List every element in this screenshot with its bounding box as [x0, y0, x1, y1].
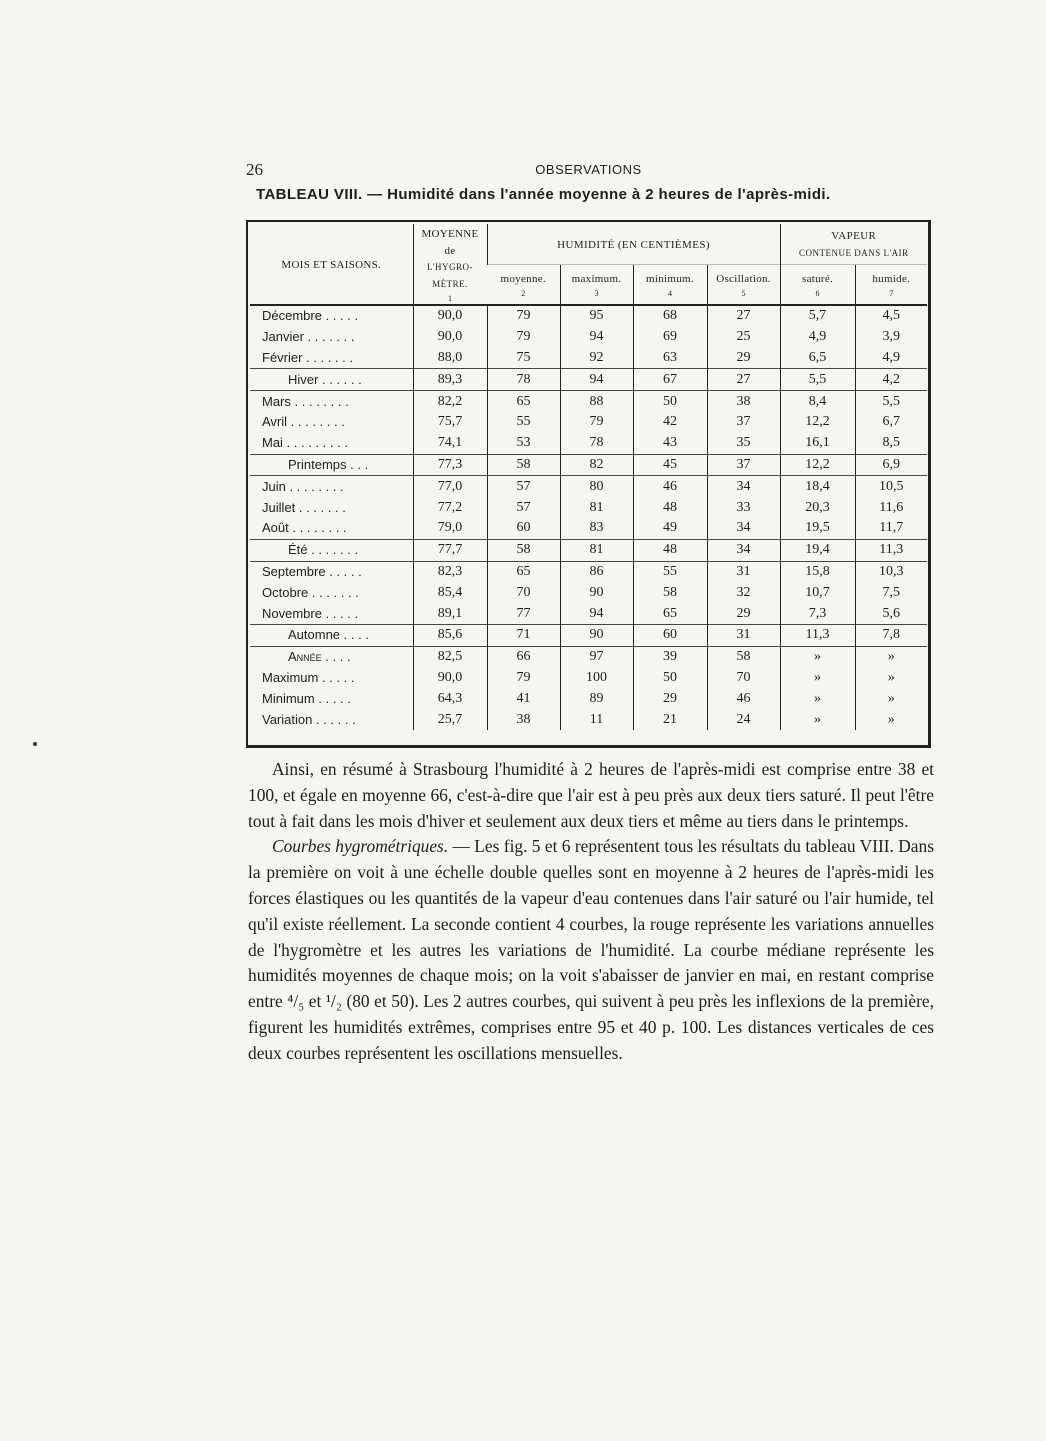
table-cell: 82,5 [413, 646, 487, 667]
col-header-moyenne: moyenne. 2 [487, 265, 560, 306]
table-cell: 95 [560, 305, 633, 327]
table-cell: 15,8 [780, 561, 855, 582]
row-label: Octobre . . . . . . . [262, 584, 359, 600]
table-cell: 57 [487, 497, 560, 518]
body-text [248, 757, 934, 1067]
table-cell: 80 [560, 476, 633, 497]
table-row [250, 646, 927, 667]
table-cell: 3,9 [855, 327, 927, 348]
table-cell: 85,4 [413, 582, 487, 603]
table-cell: 58 [487, 454, 560, 476]
table-cell: 60 [487, 518, 560, 539]
table-cell: 82 [560, 454, 633, 476]
table-cell: 55 [633, 561, 707, 582]
table-cell: 79,0 [413, 518, 487, 539]
table-cell: 65 [487, 391, 560, 412]
table-cell: 63 [633, 348, 707, 369]
table-cell: 82,2 [413, 391, 487, 412]
col-header-humide: humide. 7 [855, 265, 927, 306]
table-row [250, 327, 927, 348]
table-row [250, 561, 927, 582]
table-cell: 74,1 [413, 433, 487, 454]
table-cell: 34 [707, 476, 780, 497]
table-row [250, 305, 927, 327]
table-cell: 68 [633, 305, 707, 327]
table-row [250, 348, 927, 369]
table-cell: 78 [560, 433, 633, 454]
table-cell: 89 [560, 688, 633, 709]
table-cell: 57 [487, 476, 560, 497]
table-cell: 79 [487, 327, 560, 348]
table-cell: 58 [487, 539, 560, 561]
table-cell: 75,7 [413, 412, 487, 433]
table-cell: 90,0 [413, 305, 487, 327]
row-label: Variation . . . . . . [262, 711, 356, 727]
table-cell: 49 [633, 518, 707, 539]
table-row [250, 624, 927, 646]
table-cell: 34 [707, 539, 780, 561]
table-cell: 21 [633, 709, 707, 730]
table-cell: 46 [633, 476, 707, 497]
table-cell: 29 [707, 348, 780, 369]
col-group-vapeur: VAPEUR CONTENUE DANS L'AIR [780, 224, 927, 265]
table-cell: 78 [487, 369, 560, 391]
table-cell: 12,2 [780, 454, 855, 476]
row-label: Novembre . . . . . [262, 605, 359, 621]
table-cell: 31 [707, 624, 780, 646]
table-cell: 16,1 [780, 433, 855, 454]
table-cell: 50 [633, 391, 707, 412]
table-cell: 11,7 [855, 518, 927, 539]
table-row [250, 688, 927, 709]
table-cell: » [855, 668, 927, 689]
table-cell: 19,4 [780, 539, 855, 561]
table-cell: 25 [707, 327, 780, 348]
table-cell: 5,6 [855, 603, 927, 624]
table-cell: » [780, 646, 855, 667]
margin-dot [33, 742, 37, 746]
table-cell: 64,3 [413, 688, 487, 709]
table-body [250, 305, 927, 730]
table-cell: 77 [487, 603, 560, 624]
table-cell: 29 [707, 603, 780, 624]
paragraph-curves-title: Courbes hygrométriques. [272, 836, 449, 857]
table-caption: TABLEAU VIII. — Humidité dans l'année moyenne à 2 heures de l'après-midi. [256, 186, 831, 203]
table-row [250, 603, 927, 624]
table-cell: 97 [560, 646, 633, 667]
table-cell: 94 [560, 327, 633, 348]
row-label: Septembre . . . . . [250, 561, 413, 582]
table-cell: 5,7 [780, 305, 855, 327]
table-cell: 38 [707, 391, 780, 412]
table-cell: 10,5 [855, 476, 927, 497]
table-cell: 89,3 [413, 369, 487, 391]
table-cell: 37 [707, 454, 780, 476]
table-cell: 69 [633, 327, 707, 348]
table-cell: 46 [707, 688, 780, 709]
table-cell: 58 [707, 646, 780, 667]
table-cell: 5,5 [855, 391, 927, 412]
table-cell: 81 [560, 539, 633, 561]
table-row [250, 539, 927, 561]
table-cell: 11,6 [855, 497, 927, 518]
table-cell: 79 [560, 412, 633, 433]
row-label: Maximum . . . . . [262, 669, 355, 685]
table-row [250, 518, 927, 539]
table-row [250, 369, 927, 391]
table-cell: 85,6 [413, 624, 487, 646]
page-number: 26 [246, 160, 263, 179]
table-cell: 77,3 [413, 454, 487, 476]
row-label: Été . . . . . . . [250, 539, 413, 561]
table-cell: 18,4 [780, 476, 855, 497]
table-cell: 43 [633, 433, 707, 454]
col-header-oscillation: Oscillation. 5 [707, 265, 780, 306]
table-cell: 55 [487, 412, 560, 433]
table-cell: 79 [487, 668, 560, 689]
table-cell: 4,9 [780, 327, 855, 348]
table-cell: 79 [487, 305, 560, 327]
table-row [250, 582, 927, 603]
col-header-mois: MOIS ET SAISONS. [281, 258, 382, 271]
table-cell: 6,5 [780, 348, 855, 369]
table-cell: 66 [487, 646, 560, 667]
table-cell: 65 [487, 561, 560, 582]
table-cell: 6,9 [855, 454, 927, 476]
row-label: Année . . . . [250, 646, 413, 667]
col-header-hygrometre: MOYENNE de L'HYGRO- MÈTRE. 1 [413, 224, 487, 305]
table-cell: 29 [633, 688, 707, 709]
row-label: Printemps . . . [250, 454, 413, 476]
row-label: Minimum . . . . . [262, 690, 351, 706]
table-cell: 90,0 [413, 327, 487, 348]
table-row [250, 412, 927, 433]
col-header-minimum: minimum. 4 [633, 265, 707, 306]
row-label: Mai . . . . . . . . . [262, 435, 348, 451]
table-cell: 82,3 [413, 561, 487, 582]
table-cell: 50 [633, 668, 707, 689]
table-cell: 42 [633, 412, 707, 433]
table-cell: 100 [560, 668, 633, 689]
row-label: Janvier . . . . . . . [262, 329, 355, 345]
table-cell: 77,7 [413, 539, 487, 561]
table-row [250, 709, 927, 730]
table-cell: 32 [707, 582, 780, 603]
table-cell: 31 [707, 561, 780, 582]
row-label: Juillet . . . . . . . [262, 499, 346, 515]
data-table-frame [246, 220, 931, 748]
table-row [250, 668, 927, 689]
table-cell: » [855, 646, 927, 667]
table-cell: 89,1 [413, 603, 487, 624]
table-cell: 88,0 [413, 348, 487, 369]
table-cell: » [780, 668, 855, 689]
table-cell: 48 [633, 497, 707, 518]
table-cell: 75 [487, 348, 560, 369]
table-cell: 27 [707, 369, 780, 391]
table-cell: 12,2 [780, 412, 855, 433]
table-cell: 90 [560, 624, 633, 646]
table-row [250, 497, 927, 518]
table-cell: 48 [633, 539, 707, 561]
paragraph-summary: Ainsi, en résumé à Strasbourg l'humidité à 2 heures de l'après-midi est comprise entre 38 et 100, et égale en moyenne 66, c'est-à-dire que l'air est à peu près aux deux tiers saturé. Il peut l'être tout à fait dans les mois d'hiver et seulement aux deux tiers et même au tiers dans le printemps. [248, 759, 934, 831]
table-cell: 77,0 [413, 476, 487, 497]
table-cell: 70 [487, 582, 560, 603]
table-cell: 39 [633, 646, 707, 667]
table-cell: 4,2 [855, 369, 927, 391]
paragraph-curves-text: — Les fig. 5 et 6 représentent tous les résultats du tableau VIII. Dans la première on voit à une échelle double quelles sont en moyenne à 2 heures de l'après-midi les forces élastiques ou les quantités de la vapeur d'eau contenues dans l'air saturé ou l'air humide, tel qu'il existe réellement. La seconde contient 4 courbes, la rouge représente les variations annuelles de l'hygromètre et les autres les variations de l'humidité. La courbe médiane représente les humidités moyennes de chaque mois; on la voit s'abaisser de janvier en mai, en restant comprise entre ⁴/₅ et ¹/₂ (80 et 50). Les 2 autres courbes, qui suivent à peu près les inflexions de la première, figurent les humidités extrêmes, comprises entre 95 et 40 p. 100. Les distances verticales de ces deux courbes représentent les oscillations mensuelles. [248, 836, 934, 1063]
table-cell: » [855, 709, 927, 730]
table-cell: 7,3 [780, 603, 855, 624]
table-cell: 83 [560, 518, 633, 539]
row-label: Mars . . . . . . . . [250, 391, 413, 412]
row-label: Avril . . . . . . . . [262, 414, 345, 430]
table-cell: 41 [487, 688, 560, 709]
table-row [250, 476, 927, 497]
row-label: Automne . . . . [250, 624, 413, 646]
table-cell: 11,3 [780, 624, 855, 646]
table-cell: 67 [633, 369, 707, 391]
table-cell: 60 [633, 624, 707, 646]
table-cell: 24 [707, 709, 780, 730]
table-cell: 35 [707, 433, 780, 454]
table-cell: » [780, 709, 855, 730]
table-row [250, 433, 927, 454]
table-cell: 7,5 [855, 582, 927, 603]
paragraph-curves [248, 834, 934, 1066]
table-cell: 8,4 [780, 391, 855, 412]
table-cell: 20,3 [780, 497, 855, 518]
table-cell: 27 [707, 305, 780, 327]
table-cell: 92 [560, 348, 633, 369]
row-label: Décembre . . . . . [262, 308, 359, 324]
table-cell: 90,0 [413, 668, 487, 689]
row-label: Février . . . . . . . [262, 349, 354, 365]
table-cell: 4,9 [855, 348, 927, 369]
table-cell: 8,5 [855, 433, 927, 454]
running-title: OBSERVATIONS [535, 162, 642, 177]
row-label: Juin . . . . . . . . [250, 476, 413, 497]
table-cell: 53 [487, 433, 560, 454]
table-cell: 10,7 [780, 582, 855, 603]
table-cell: 37 [707, 412, 780, 433]
col-group-humidite: HUMIDITÉ (EN CENTIÈMES) [487, 224, 780, 265]
table-cell: 71 [487, 624, 560, 646]
table-cell: 70 [707, 668, 780, 689]
table-cell: 81 [560, 497, 633, 518]
table-cell: 38 [487, 709, 560, 730]
table-cell: 19,5 [780, 518, 855, 539]
col-header-sature: saturé. 6 [780, 265, 855, 306]
table-cell: 25,7 [413, 709, 487, 730]
table-cell: 6,7 [855, 412, 927, 433]
table-cell: » [780, 688, 855, 709]
table-row [250, 454, 927, 476]
table-cell: 11 [560, 709, 633, 730]
row-label: Hiver . . . . . . [250, 369, 413, 391]
table-cell: 58 [633, 582, 707, 603]
table-cell: 94 [560, 603, 633, 624]
col-header-maximum: maximum. 3 [560, 265, 633, 306]
table-cell: 4,5 [855, 305, 927, 327]
table-cell: 33 [707, 497, 780, 518]
row-label: Août . . . . . . . . [262, 520, 347, 536]
table-cell: 5,5 [780, 369, 855, 391]
table-cell: 45 [633, 454, 707, 476]
table-cell: 94 [560, 369, 633, 391]
table-cell: 65 [633, 603, 707, 624]
table-cell: 77,2 [413, 497, 487, 518]
table-cell: 7,8 [855, 624, 927, 646]
table-cell: 34 [707, 518, 780, 539]
table-cell: 10,3 [855, 561, 927, 582]
humidity-table [250, 224, 927, 730]
table-cell: 88 [560, 391, 633, 412]
table-cell: 90 [560, 582, 633, 603]
table-cell: 86 [560, 561, 633, 582]
table-row [250, 391, 927, 412]
table-cell: 11,3 [855, 539, 927, 561]
page-header [246, 160, 931, 182]
table-cell: » [855, 688, 927, 709]
